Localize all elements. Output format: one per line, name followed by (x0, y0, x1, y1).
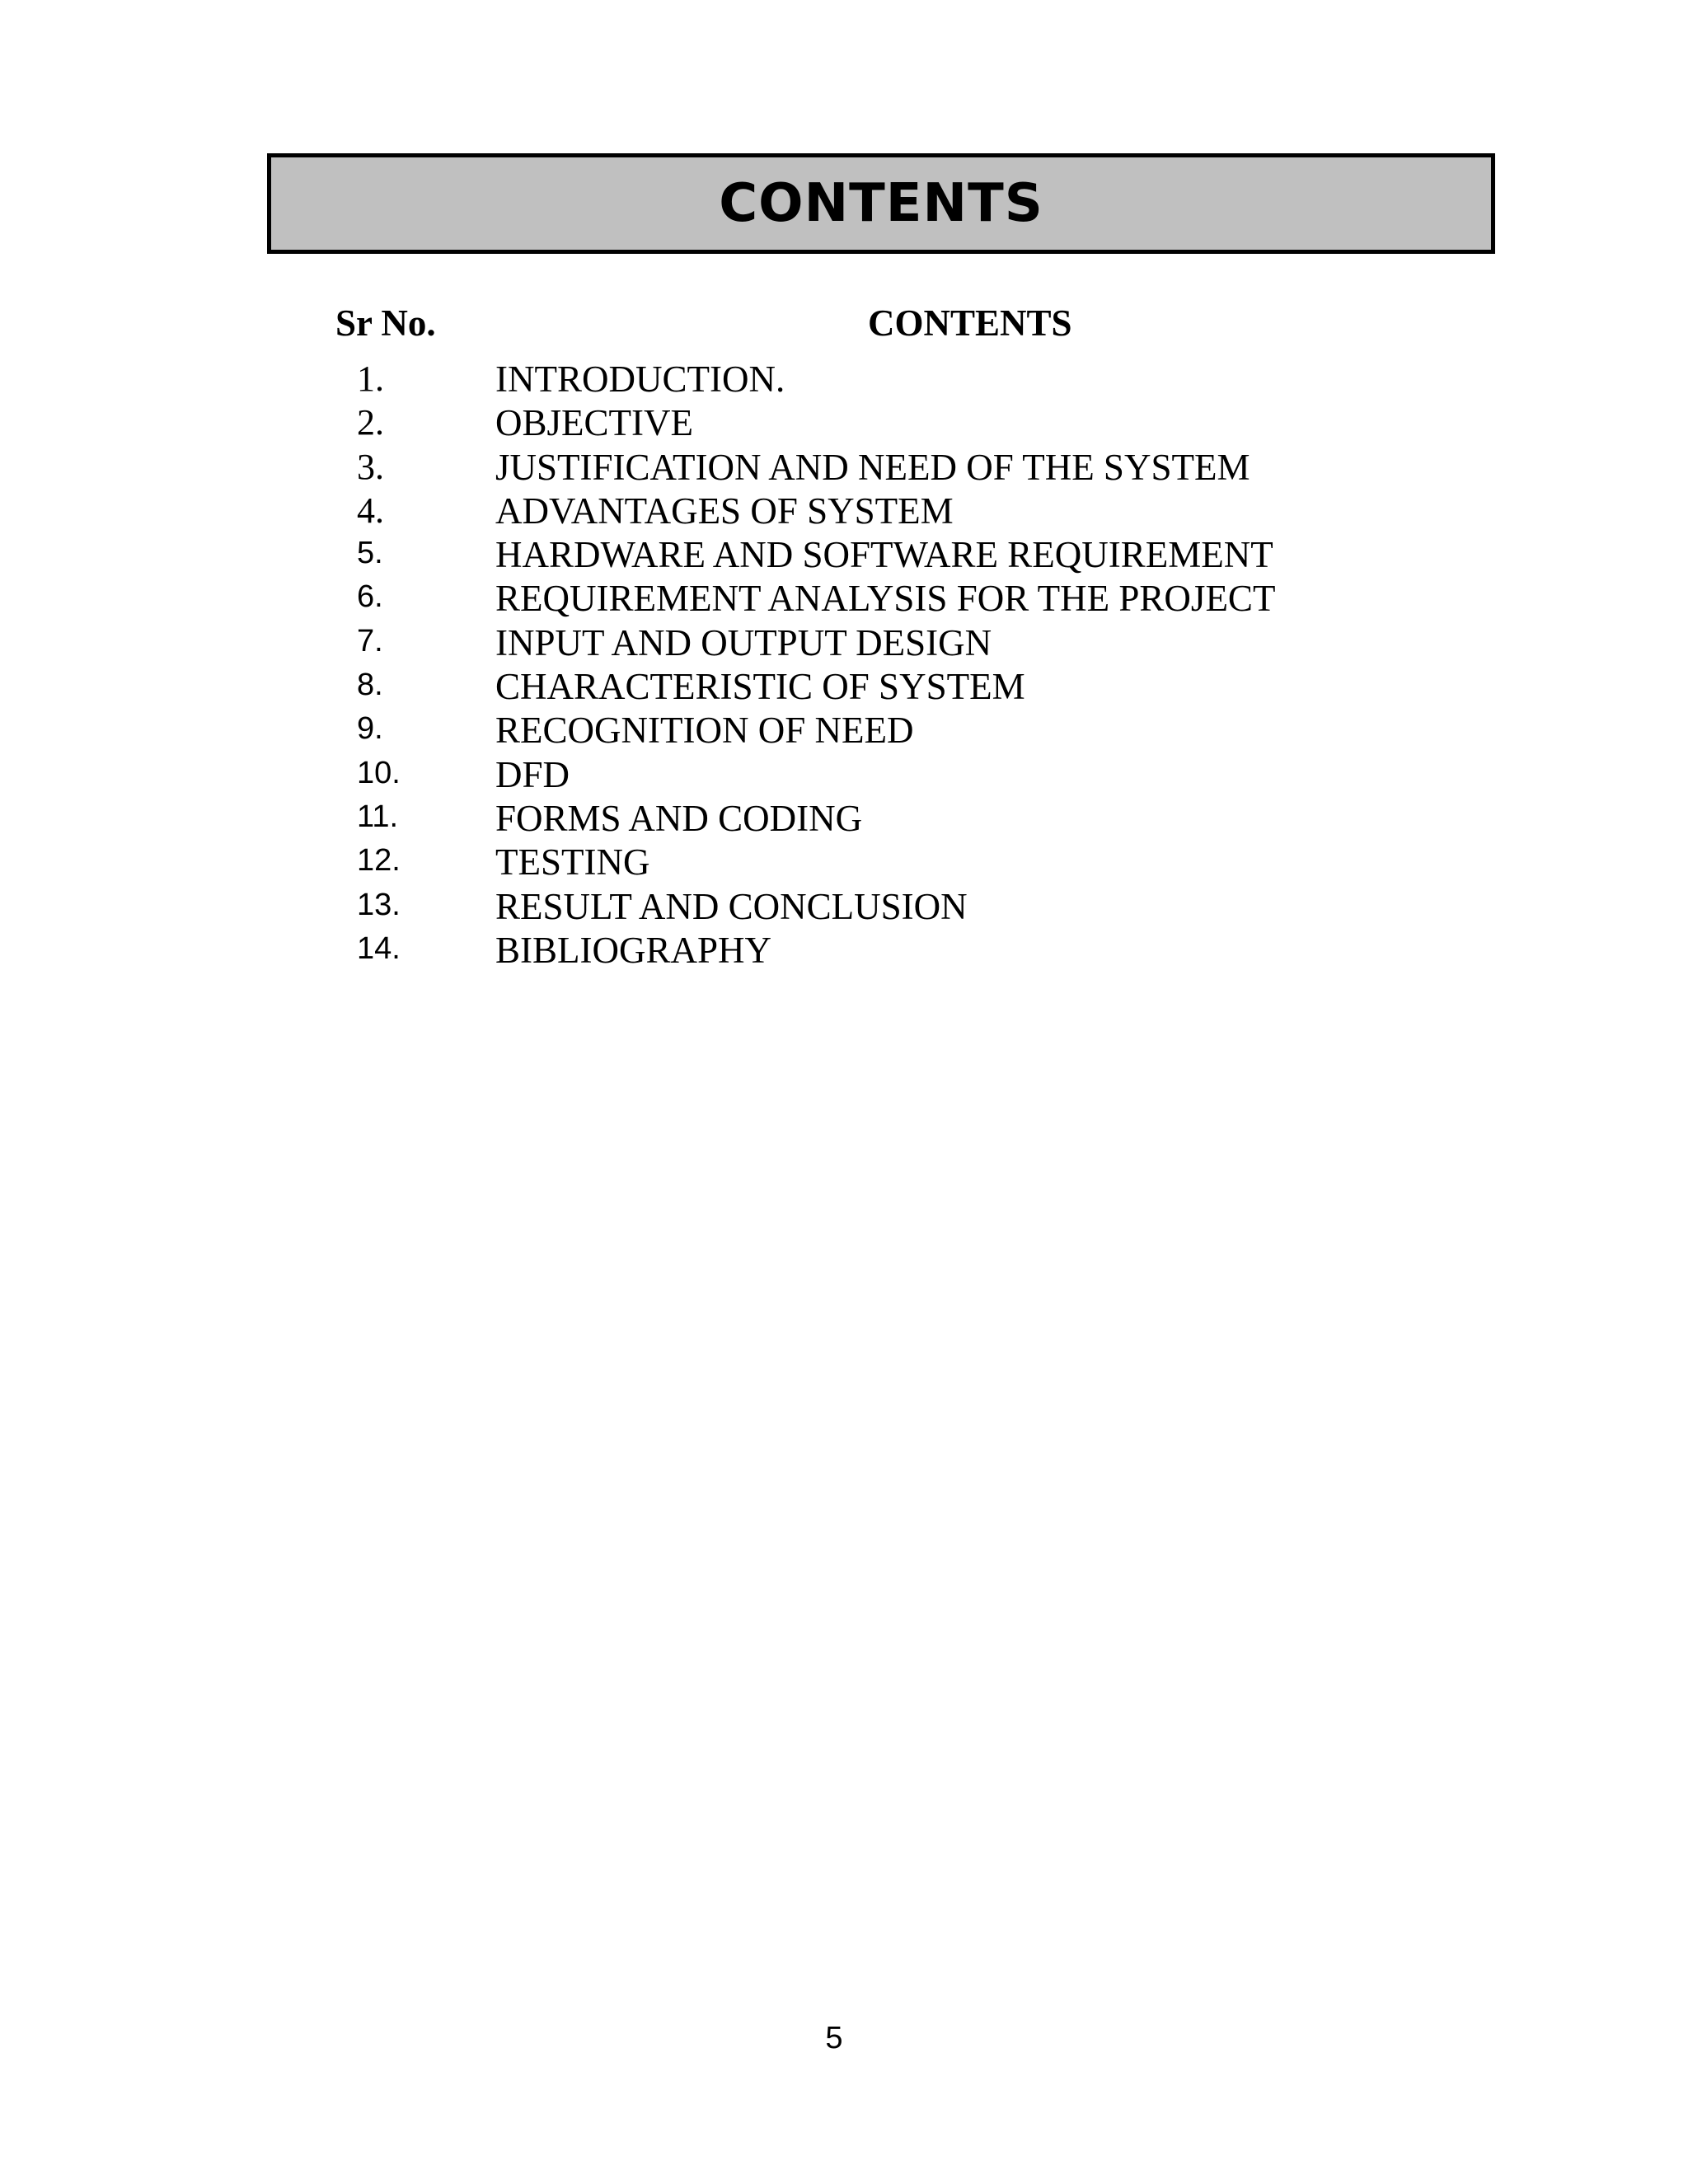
toc-item-title: TESTING (495, 841, 650, 883)
toc-row (0, 799, 1688, 842)
toc-row (0, 710, 1688, 754)
toc-item-title: REQUIREMENT ANALYSIS FOR THE PROJECT (495, 578, 1276, 620)
toc-item-title: HARDWARE AND SOFTWARE REQUIREMENT (495, 534, 1273, 576)
toc-item-number: 5. (357, 536, 383, 571)
toc-item-number: 4. (357, 490, 384, 531)
toc-item-number: 7. (357, 623, 383, 658)
toc-item-title: RECOGNITION OF NEED (495, 710, 914, 752)
toc-item-title: DFD (495, 753, 570, 795)
toc-item-title: INPUT AND OUTPUT DESIGN (495, 621, 992, 663)
toc-item-number: 1. (357, 359, 384, 399)
toc-item-title: JUSTIFICATION AND NEED OF THE SYSTEM (495, 446, 1250, 488)
toc-header-contents: CONTENTS (868, 302, 1072, 344)
toc-row (0, 491, 1688, 535)
toc-item-number: 11. (357, 799, 399, 834)
toc-row (0, 623, 1688, 667)
toc-row (0, 755, 1688, 799)
page-number: 5 (825, 2021, 843, 2055)
toc-item-title: BIBLIOGRAPHY (495, 929, 772, 971)
toc-item-number: 2. (357, 402, 384, 443)
toc-item-title: RESULT AND CONCLUSION (495, 885, 968, 927)
toc-row (0, 842, 1688, 886)
toc-header-sr-no: Sr No. (335, 302, 436, 344)
toc-row (0, 930, 1688, 974)
toc-row (0, 535, 1688, 579)
toc-row (0, 887, 1688, 930)
toc-item-number: 8. (357, 668, 383, 703)
toc-item-title: OBJECTIVE (495, 402, 693, 444)
toc-item-title: INTRODUCTION. (495, 359, 785, 400)
toc-item-number: 10. (357, 755, 401, 790)
toc-item-title: ADVANTAGES OF SYSTEM (495, 490, 954, 532)
toc-item-number: 14. (357, 930, 401, 966)
toc-item-title: FORMS AND CODING (495, 797, 863, 839)
toc-item-number: 9. (357, 711, 383, 747)
toc-row (0, 403, 1688, 447)
toc-row (0, 667, 1688, 710)
toc-item-number: 12. (357, 843, 401, 879)
toc-item-number: 13. (357, 887, 401, 922)
toc-list (0, 359, 1688, 974)
toc-row (0, 359, 1688, 403)
page-title: CONTENTS (719, 173, 1043, 234)
toc-item-number: 6. (357, 579, 383, 615)
toc-row (0, 448, 1688, 491)
toc-row (0, 579, 1688, 622)
contents-title-box (267, 153, 1495, 254)
toc-item-number: 3. (357, 446, 384, 487)
toc-item-title: CHARACTERISTIC OF SYSTEM (495, 666, 1025, 708)
